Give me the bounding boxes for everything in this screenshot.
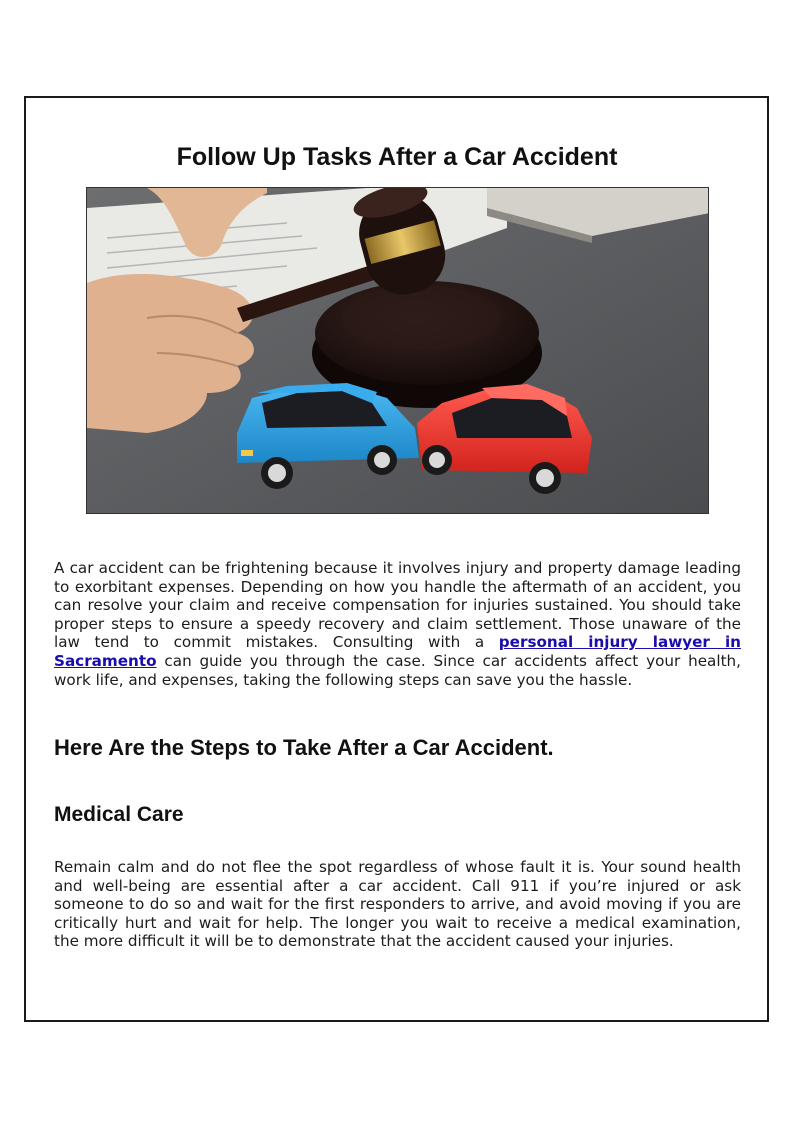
section-heading-medical-care: Medical Care bbox=[54, 803, 184, 826]
medical-care-paragraph: Remain calm and do not flee the spot regardless of whose fault it is. Your sound health and well-being are essential after a car accident. Call 911 if you’re injured or ask someone to do so and wait for the first responders to arrive, and avoid moving if you are critically hurt and wait for help. The longer you wait to receive a medical examination, the more difficult it will be to demonstrate that the accident caused your injuries. bbox=[54, 858, 741, 951]
intro-text-start: A car accident can be frightening because it involves injury and property damage leading to exorbitant expenses. Depending on how you handle the aftermath of an accident, you can resolve your claim and receive compensation for injuries sustained. You should take proper steps to ensure a speedy recovery and claim settlement. Those unaware of the law tend to commit mistakes. Consulting with a bbox=[54, 559, 741, 652]
intro-paragraph bbox=[54, 559, 741, 689]
lawyer-link[interactable]: personal injury lawyer in Sacramento bbox=[54, 633, 741, 670]
steps-heading: Here Are the Steps to Take After a Car Accident. bbox=[54, 735, 554, 760]
page-title: Follow Up Tasks After a Car Accident bbox=[176, 143, 618, 171]
intro-text-end: can guide you through the case. Since car accidents affect your health, work life, and expenses, taking the following steps can save you the hassle. bbox=[54, 651, 741, 689]
gavel-and-toy-cars-photo bbox=[86, 187, 709, 514]
